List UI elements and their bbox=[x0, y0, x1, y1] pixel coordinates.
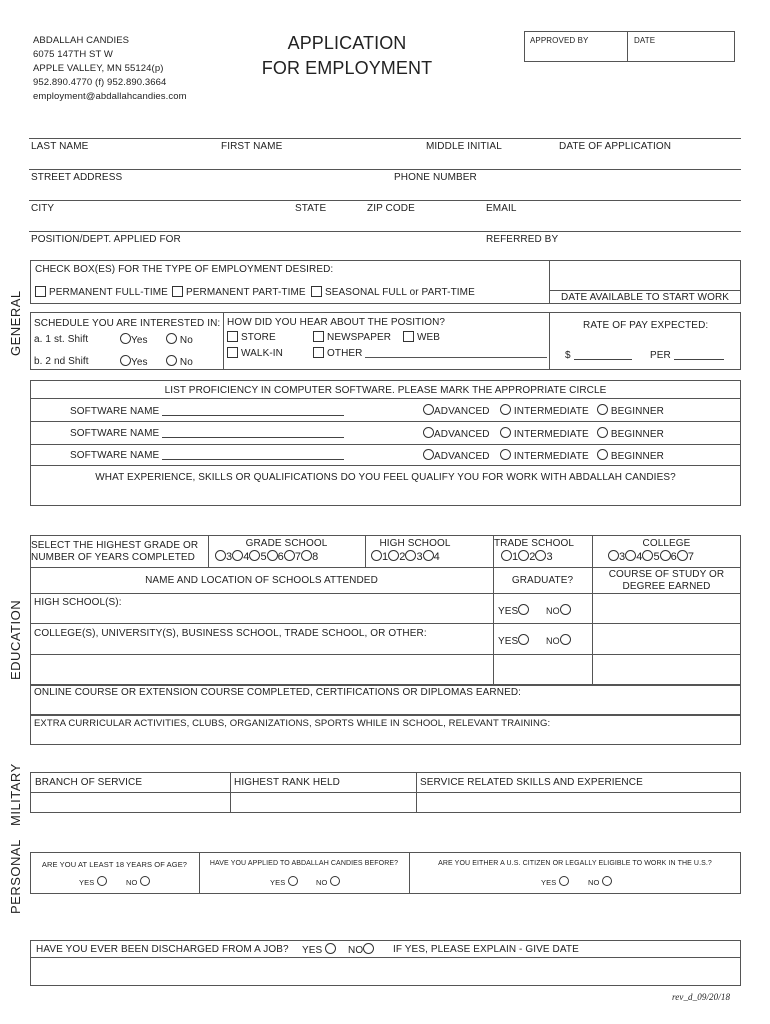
shift2-yes-radio[interactable] bbox=[120, 355, 131, 366]
college-opt-6[interactable]: 6 bbox=[660, 551, 677, 563]
company-email: employment@abdallahcandies.com bbox=[33, 91, 187, 102]
applied-yes[interactable]: YES bbox=[270, 876, 298, 887]
date-available-label: DATE AVAILABLE TO START WORK bbox=[561, 292, 730, 303]
form-title-line1: APPLICATION bbox=[287, 33, 407, 53]
permanent-full-time-option[interactable]: PERMANENT FULL-TIME bbox=[35, 286, 168, 298]
referred-by-label: REFERRED BY bbox=[486, 234, 559, 245]
software-2-beginner[interactable]: BEGINNER bbox=[597, 427, 664, 440]
highest-rank-label: HIGHEST RANK HELD bbox=[234, 777, 340, 788]
shift1-label: a. 1 st. Shift bbox=[34, 334, 89, 345]
hs-graduate-no-radio[interactable] bbox=[560, 604, 571, 615]
permanent-full-time-checkbox[interactable] bbox=[35, 286, 46, 297]
shift2-yes[interactable]: Yes bbox=[120, 355, 148, 368]
seasonal-checkbox[interactable] bbox=[311, 286, 322, 297]
experience-question: WHAT EXPERIENCE, SKILLS OR QUALIFICATIONS DO YOU FEEL QUALIFY YOU FOR WORK WITH ABDALLAH CANDIES? bbox=[95, 472, 676, 483]
software-2-intermediate[interactable]: INTERMEDIATE bbox=[500, 427, 589, 440]
grade-opt-8[interactable]: 8 bbox=[301, 551, 318, 563]
software-1-beginner-radio[interactable] bbox=[597, 404, 608, 415]
zip-code-label: ZIP CODE bbox=[367, 203, 415, 214]
employment-type-heading: CHECK BOX(ES) FOR THE TYPE OF EMPLOYMENT DESIRED: bbox=[35, 264, 334, 275]
approval-date-label: DATE bbox=[634, 36, 656, 45]
trade-school-options bbox=[501, 550, 553, 563]
middle-initial-label: MIDDLE INITIAL bbox=[426, 141, 502, 152]
grade-opt-7[interactable]: 7 bbox=[284, 551, 301, 563]
grade-opt-6[interactable]: 6 bbox=[267, 551, 284, 563]
rate-per: PER bbox=[650, 350, 724, 361]
software-3-beginner[interactable]: BEGINNER bbox=[597, 449, 664, 462]
discharged-yes[interactable]: YES bbox=[302, 943, 336, 956]
newspaper-checkbox[interactable] bbox=[313, 331, 324, 342]
shift1-no-radio[interactable] bbox=[166, 333, 177, 344]
web-option[interactable]: WEB bbox=[403, 331, 440, 343]
company-street: 6075 147TH ST W bbox=[33, 49, 114, 60]
schools-attended-header: NAME AND LOCATION OF SCHOOLS ATTENDED bbox=[145, 575, 378, 586]
software-3-intermediate[interactable]: INTERMEDIATE bbox=[500, 449, 589, 462]
trade-school-label: TRADE SCHOOL bbox=[493, 538, 575, 549]
applied-before-question: HAVE YOU APPLIED TO ABDALLAH CANDIES BEFORE? bbox=[209, 860, 399, 867]
high-school-options bbox=[371, 550, 440, 563]
software-3-advanced[interactable]: ADVANCED bbox=[423, 449, 490, 462]
college-graduate-no[interactable]: NO bbox=[546, 634, 571, 647]
grade-school-label: GRADE SCHOOL bbox=[245, 538, 328, 549]
software-heading: LIST PROFICIENCY IN COMPUTER SOFTWARE. PLEASE MARK THE APPROPRIATE CIRCLE bbox=[164, 385, 607, 396]
side-label-general: GENERAL bbox=[8, 290, 23, 356]
software-row-3: SOFTWARE NAME bbox=[70, 450, 344, 461]
shift2-no-radio[interactable] bbox=[166, 355, 177, 366]
hs-graduate-no[interactable]: NO bbox=[546, 604, 571, 617]
software-name-input-3[interactable] bbox=[162, 450, 344, 460]
software-2-intermediate-radio[interactable] bbox=[500, 427, 511, 438]
high-opt-1[interactable]: 1 bbox=[371, 551, 388, 563]
software-1-advanced-radio[interactable] bbox=[423, 404, 434, 415]
approved-by-label: APPROVED BY bbox=[530, 36, 589, 45]
grade-opt-4[interactable]: 4 bbox=[232, 551, 249, 563]
citizen-yes[interactable]: YES bbox=[541, 876, 569, 887]
other-checkbox[interactable] bbox=[313, 347, 324, 358]
discharged-explain-label: IF YES, PLEASE EXPLAIN - GIVE DATE bbox=[393, 944, 579, 955]
age-yes-radio[interactable] bbox=[97, 876, 107, 886]
college-graduate-yes[interactable]: YES bbox=[498, 634, 529, 647]
rate-per-input[interactable] bbox=[674, 350, 724, 360]
email-label: EMAIL bbox=[486, 203, 517, 214]
citizen-no[interactable]: NO bbox=[588, 876, 612, 887]
software-row-1: SOFTWARE NAME bbox=[70, 406, 344, 417]
shift2-label: b. 2 nd Shift bbox=[34, 356, 89, 367]
rate-dollar: $ bbox=[565, 350, 632, 361]
age-no[interactable]: NO bbox=[126, 876, 150, 887]
colleges-label: COLLEGE(S), UNIVERSITY(S), BUSINESS SCHOOL, TRADE SCHOOL, OR OTHER: bbox=[34, 628, 427, 639]
phone-number-label: PHONE NUMBER bbox=[394, 172, 477, 183]
first-name-label: FIRST NAME bbox=[221, 141, 283, 152]
rate-amount-input[interactable] bbox=[574, 350, 632, 360]
street-address-label: STREET ADDRESS bbox=[31, 172, 123, 183]
software-name-input-2[interactable] bbox=[162, 428, 344, 438]
software-3-advanced-radio[interactable] bbox=[423, 449, 434, 460]
how-hear-heading: HOW DID YOU HEAR ABOUT THE POSITION? bbox=[227, 317, 446, 328]
side-label-military: MILITARY bbox=[8, 763, 23, 826]
store-option[interactable]: STORE bbox=[227, 331, 276, 343]
side-label-education: EDUCATION bbox=[8, 599, 23, 680]
last-name-label: LAST NAME bbox=[31, 141, 89, 152]
select-grade-line2: NUMBER OF YEARS COMPLETED bbox=[31, 552, 196, 563]
software-2-advanced-radio[interactable] bbox=[423, 427, 434, 438]
high-opt-4[interactable]: 4 bbox=[423, 551, 440, 563]
branch-of-service-label: BRANCH OF SERVICE bbox=[35, 777, 143, 788]
company-name: ABDALLAH CANDIES bbox=[33, 35, 130, 46]
discharged-no-radio[interactable] bbox=[363, 943, 374, 954]
graduate-header: GRADUATE? bbox=[511, 575, 574, 586]
applied-yes-radio[interactable] bbox=[288, 876, 298, 886]
college-graduate-yes-radio[interactable] bbox=[518, 634, 529, 645]
college-opt-7[interactable]: 7 bbox=[677, 551, 694, 563]
other-input-line[interactable] bbox=[365, 357, 547, 358]
schedule-heading: SCHEDULE YOU ARE INTERESTED IN: bbox=[34, 318, 221, 329]
grade-school-options bbox=[215, 550, 318, 563]
age-no-radio[interactable] bbox=[140, 876, 150, 886]
software-2-advanced[interactable]: ADVANCED bbox=[423, 427, 490, 440]
software-row-2: SOFTWARE NAME bbox=[70, 428, 344, 439]
position-label: POSITION/DEPT. APPLIED FOR bbox=[31, 234, 181, 245]
shift1-no[interactable]: No bbox=[166, 333, 193, 346]
course-of-study-line2: DEGREE EARNED bbox=[622, 581, 711, 592]
software-3-intermediate-radio[interactable] bbox=[500, 449, 511, 460]
revision-code: rev_d_09/20/18 bbox=[672, 992, 731, 1002]
company-phone: 952.890.4770 (f) 952.890.3664 bbox=[33, 77, 167, 88]
high-schools-label: HIGH SCHOOL(S): bbox=[34, 597, 122, 608]
other-option[interactable]: OTHER bbox=[313, 347, 363, 359]
college-opt-3[interactable]: 3 bbox=[608, 551, 625, 563]
software-name-input-1[interactable] bbox=[162, 406, 344, 416]
high-school-label: HIGH SCHOOL bbox=[379, 538, 451, 549]
college-opt-5[interactable]: 5 bbox=[642, 551, 659, 563]
seasonal-option[interactable]: SEASONAL FULL or PART-TIME bbox=[311, 286, 475, 298]
shift1-yes[interactable]: Yes bbox=[120, 333, 148, 346]
college-graduate-no-radio[interactable] bbox=[560, 634, 571, 645]
software-1-intermediate[interactable]: INTERMEDIATE bbox=[500, 404, 589, 417]
age-yes[interactable]: YES bbox=[79, 876, 107, 887]
permanent-part-time-option[interactable]: PERMANENT PART-TIME bbox=[172, 286, 306, 298]
service-skills-label: SERVICE RELATED SKILLS AND EXPERIENCE bbox=[420, 777, 643, 788]
software-1-intermediate-radio[interactable] bbox=[500, 404, 511, 415]
high-opt-2[interactable]: 2 bbox=[388, 551, 405, 563]
software-1-beginner[interactable]: BEGINNER bbox=[597, 404, 664, 417]
online-course-label: ONLINE COURSE OR EXTENSION COURSE COMPLETED, CERTIFICATIONS OR DIPLOMAS EARNED: bbox=[34, 687, 522, 698]
rate-of-pay-label: RATE OF PAY EXPECTED: bbox=[583, 320, 709, 331]
discharged-yes-radio[interactable] bbox=[325, 943, 336, 954]
trade-opt-3[interactable]: 3 bbox=[535, 551, 552, 563]
walkin-option[interactable]: WALK-IN bbox=[227, 347, 283, 359]
software-3-beginner-radio[interactable] bbox=[597, 449, 608, 460]
discharged-question: HAVE YOU EVER BEEN DISCHARGED FROM A JOB? bbox=[36, 944, 289, 955]
applied-no-radio[interactable] bbox=[330, 876, 340, 886]
trade-opt-2[interactable]: 2 bbox=[518, 551, 535, 563]
side-label-personal: PERSONAL bbox=[8, 839, 23, 914]
age-question: ARE YOU AT LEAST 18 YEARS OF AGE? bbox=[41, 860, 188, 869]
trade-opt-1[interactable]: 1 bbox=[501, 551, 518, 563]
shift1-yes-radio[interactable] bbox=[120, 333, 131, 344]
city-label: CITY bbox=[31, 203, 55, 214]
hs-graduate-yes-radio[interactable] bbox=[518, 604, 529, 615]
extra-curricular-label: EXTRA CURRICULAR ACTIVITIES, CLUBS, ORGANIZATIONS, SPORTS WHILE IN SCHOOL, RELEVANT TRAINING: bbox=[34, 718, 551, 729]
course-of-study-line1: COURSE OF STUDY OR bbox=[608, 569, 725, 580]
newspaper-option[interactable]: NEWSPAPER bbox=[313, 331, 391, 343]
citizen-question: ARE YOU EITHER A U.S. CITIZEN OR LEGALLY ELIGIBLE TO WORK IN THE U.S.? bbox=[438, 860, 712, 867]
shift2-no[interactable]: No bbox=[166, 355, 193, 368]
software-2-beginner-radio[interactable] bbox=[597, 427, 608, 438]
grade-opt-5[interactable]: 5 bbox=[249, 551, 266, 563]
permanent-part-time-checkbox[interactable] bbox=[172, 286, 183, 297]
hs-graduate-yes[interactable]: YES bbox=[498, 604, 529, 617]
college-label: COLLEGE bbox=[642, 538, 691, 549]
grade-opt-3[interactable]: 3 bbox=[215, 551, 232, 563]
select-grade-line1: SELECT THE HIGHEST GRADE OR bbox=[31, 540, 199, 551]
form-title-line2: FOR EMPLOYMENT bbox=[261, 58, 433, 78]
personal-box bbox=[30, 852, 741, 894]
store-checkbox[interactable] bbox=[227, 331, 238, 342]
state-label: STATE bbox=[295, 203, 327, 214]
software-1-advanced[interactable]: ADVANCED bbox=[423, 404, 490, 417]
date-of-application-label: DATE OF APPLICATION bbox=[559, 141, 672, 152]
discharged-no[interactable]: NO bbox=[348, 943, 374, 956]
company-city: APPLE VALLEY, MN 55124(p) bbox=[33, 63, 164, 74]
citizen-no-radio[interactable] bbox=[602, 876, 612, 886]
citizen-yes-radio[interactable] bbox=[559, 876, 569, 886]
applied-no[interactable]: NO bbox=[316, 876, 340, 887]
high-opt-3[interactable]: 3 bbox=[405, 551, 422, 563]
walkin-checkbox[interactable] bbox=[227, 347, 238, 358]
web-checkbox[interactable] bbox=[403, 331, 414, 342]
college-opt-4[interactable]: 4 bbox=[625, 551, 642, 563]
college-options bbox=[608, 550, 694, 563]
